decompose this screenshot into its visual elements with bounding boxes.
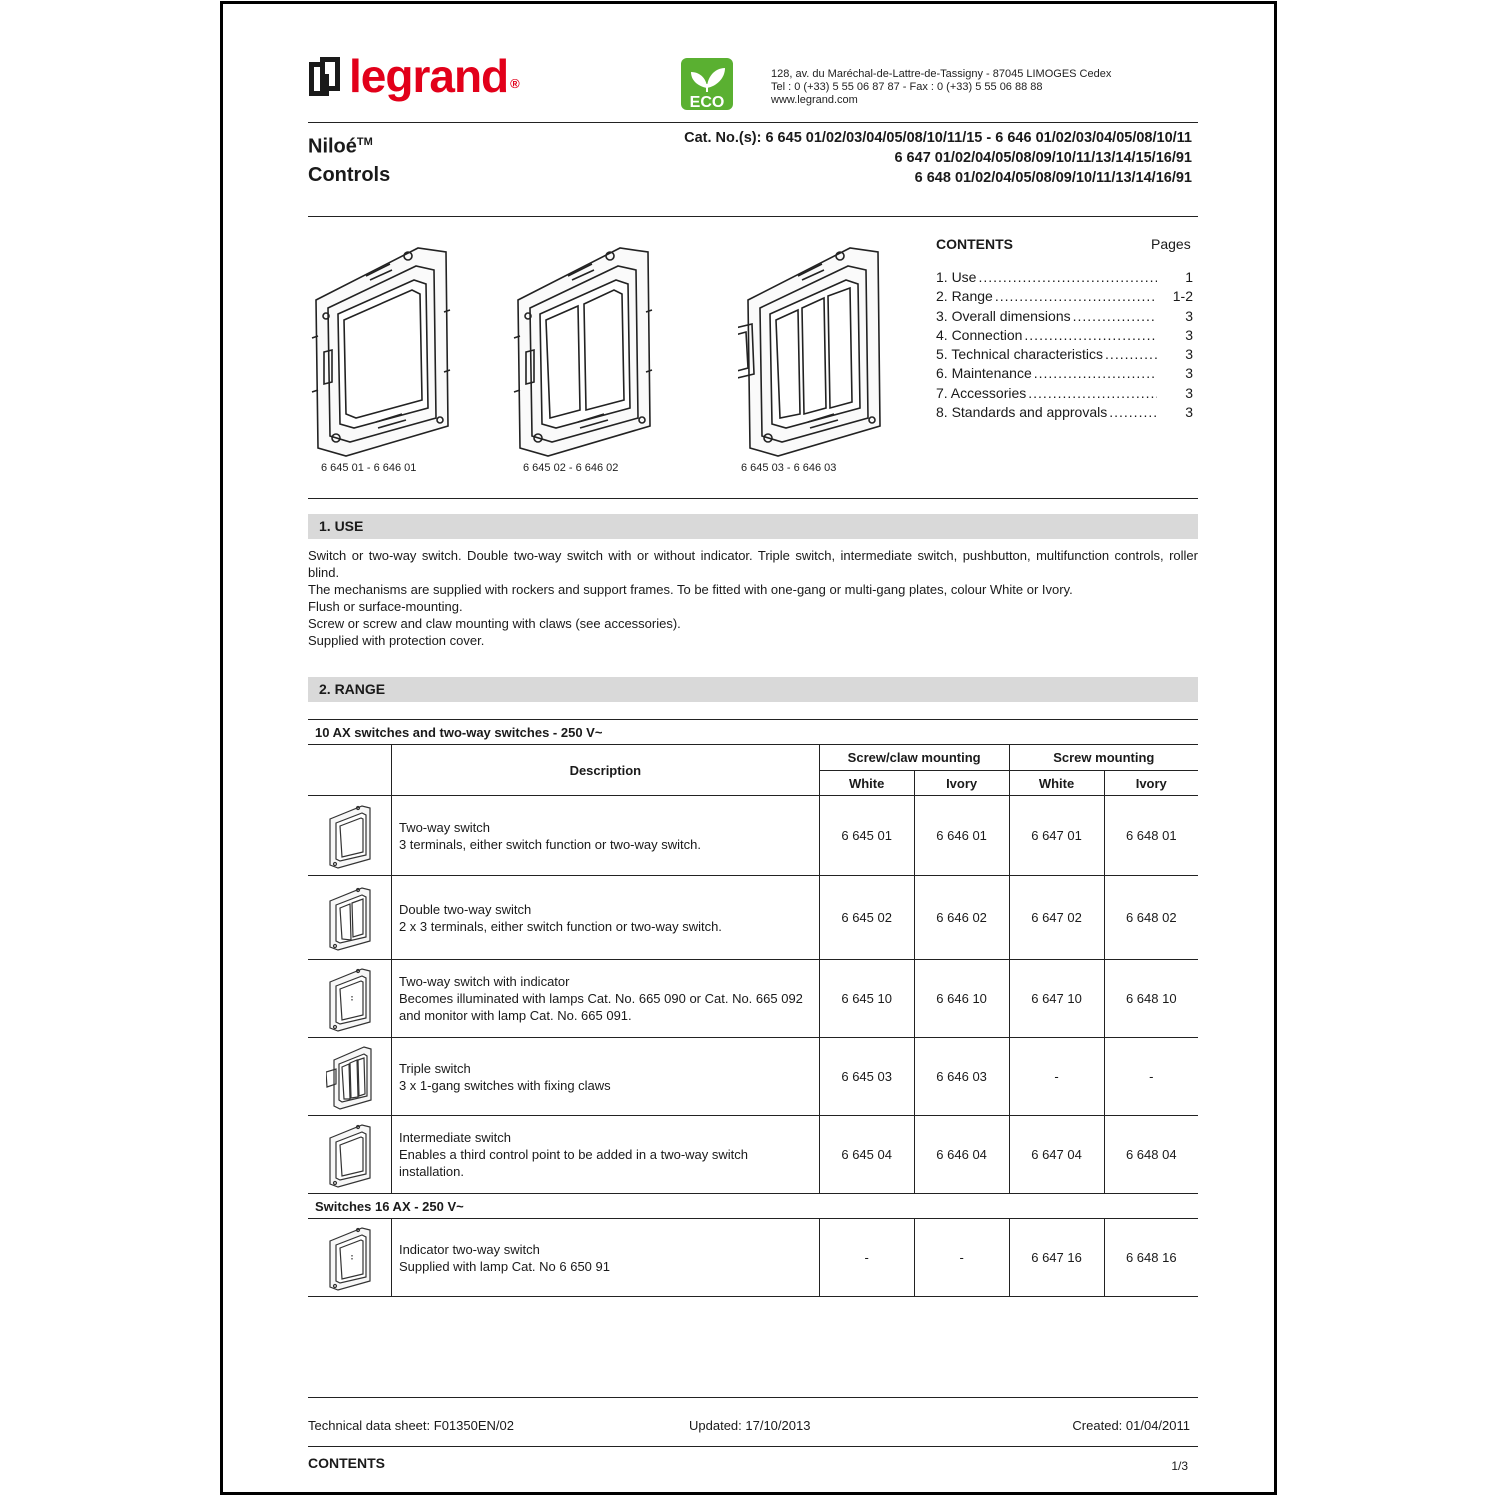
row-detail: 2 x 3 terminals, either switch function or two-way switch. [398,918,722,934]
divider [308,1397,1198,1398]
contents-list [936,268,1193,422]
contents-item[interactable]: 3. Overall dimensions ..... 3 [936,307,1193,326]
table-row [308,876,1198,960]
indicator-switch-icon [326,966,372,1032]
triple-switch-illustration [738,242,884,458]
row-detail: Enables a third control point to be added in a two-way switch installation. [398,1147,749,1179]
row-title: Two-way switch [398,819,490,835]
cell-screw-white: - [1009,1038,1104,1116]
row-detail: 3 terminals, either switch function or two-way switch. [398,836,701,852]
company-address [771,68,1111,107]
cell-screw-white: 6 647 04 [1009,1116,1104,1194]
product-title: Niloé™ Controls [308,128,390,189]
cell-screw-claw-ivory: 6 646 04 [914,1116,1009,1194]
table-row [308,1219,1198,1297]
use-line: Flush or surface-mounting. [308,599,463,614]
address-line: 128, av. du Maréchal-de-Lattre-de-Tassigny - 87045 LIMOGES Cedex [771,68,1112,80]
cell-screw-ivory: 6 648 16 [1104,1219,1198,1297]
section-heading-range: 2. RANGE [308,677,1198,702]
catalogue-numbers [684,128,1192,188]
contents-title: CONTENTS [936,236,1013,252]
divider [308,1446,1198,1447]
group-row: Switches 16 AX - 250 V~ [308,1194,1198,1219]
use-line: Screw or screw and claw mounting with claws (see accessories). [308,616,681,631]
footer-updated: Updated: 17/10/2013 [689,1418,811,1433]
indicator-switch-icon [326,1225,372,1291]
table-row [308,960,1198,1038]
range-table [308,719,1198,1297]
cell-screw-white: 6 647 10 [1009,960,1104,1038]
row-title: Indicator two-way switch [398,1241,540,1257]
row-title: Intermediate switch [398,1130,511,1145]
use-line: Switch or two-way switch. Double two-way switch with or without indicator. Triple switch, intermediate switch, pushbutton, multifunction controls, roller blind. [308,548,1198,580]
cell-screw-claw-ivory: 6 646 10 [914,960,1009,1038]
use-line: Supplied with protection cover. [308,633,485,648]
cell-screw-claw-white: 6 645 04 [819,1116,914,1194]
header-screw: Screw mounting [1009,745,1198,771]
phone-line: Tel : 0 (+33) 5 55 06 87 87 - Fax : 0 (+33) 5 55 06 88 88 [771,81,1043,93]
row-detail: Becomes illuminated with lamps Cat. No. 665 090 or Cat. No. 665 092 and monitor with lamp Cat. No. 665 091. [398,991,803,1023]
double-switch-icon [326,885,372,951]
use-line: The mechanisms are supplied with rockers and support frames. To be fitted with one-gang or multi-gang plates, colour White or Ivory. [308,582,1073,597]
footer-created: Created: 01/04/2011 [1072,1418,1190,1433]
eco-leaf-icon [681,58,733,110]
contents-item[interactable]: 6. Maintenance ..... 3 [936,364,1193,383]
single-switch-illustration [306,242,452,458]
contents-item[interactable]: 7. Accessories ..... 3 [936,384,1193,403]
contents-item[interactable]: 5. Technical characteristics ..... 3 [936,345,1193,364]
triple-switch-icon [326,1044,372,1110]
footer-contents-link[interactable]: CONTENTS [308,1455,385,1471]
datasheet-page [220,1,1277,1495]
divider [308,216,1198,217]
website-line: www.legrand.com [771,94,858,106]
row-title: Two-way switch with indicator [398,974,570,989]
divider [308,498,1198,499]
figure-caption: 6 645 03 - 6 646 03 [741,462,837,474]
row-title: Triple switch [398,1060,471,1076]
brand-logo-text: legrand ® [349,50,519,102]
figure-caption: 6 645 01 - 6 646 01 [321,462,417,474]
cell-screw-claw-ivory: - [914,1219,1009,1297]
eco-label: ECO [689,94,725,110]
cell-screw-claw-white: - [819,1219,914,1297]
table-row [308,796,1198,876]
page-number: 1/3 [1171,1459,1188,1473]
cat-line: 6 647 01/02/04/05/08/09/10/11/13/14/15/16/91 [894,150,1192,166]
cell-screw-claw-ivory: 6 646 02 [914,876,1009,960]
cell-screw-white: 6 647 01 [1009,796,1104,876]
table-row [308,1038,1198,1116]
table-row [308,1116,1198,1194]
cell-screw-ivory: 6 648 10 [1104,960,1198,1038]
cell-screw-white: 6 647 16 [1009,1219,1104,1297]
contents-item[interactable]: 8. Standards and approvals ..... 3 [936,403,1193,422]
contents-pages-header: Pages [1151,236,1191,252]
cell-screw-claw-white: 6 645 10 [819,960,914,1038]
group-row: 10 AX switches and two-way switches - 250 V~ [308,720,1198,745]
contents-item[interactable]: 4. Connection ..... 3 [936,326,1193,345]
two-way-switch-icon [326,803,372,869]
section-heading-use: 1. USE [308,514,1198,539]
double-switch-illustration [508,242,654,458]
cell-screw-claw-white: 6 645 02 [819,876,914,960]
header-description: Description [391,745,819,796]
cell-screw-ivory: - [1104,1038,1198,1116]
figure-caption: 6 645 02 - 6 646 02 [523,462,619,474]
divider [308,122,1198,123]
contents-item[interactable]: 1. Use ..... 1 [936,268,1193,287]
row-detail: 3 x 1-gang switches with fixing claws [398,1077,611,1093]
intermediate-switch-icon [326,1122,372,1188]
use-text [308,547,1198,649]
header-screw-claw: Screw/claw mounting [819,745,1009,771]
cell-screw-claw-ivory: 6 646 03 [914,1038,1009,1116]
cell-screw-white: 6 647 02 [1009,876,1104,960]
header-ivory: Ivory [1104,771,1198,796]
header-image [308,745,391,796]
header-ivory: Ivory [914,771,1009,796]
product-subtitle: Controls [308,163,391,186]
cell-screw-ivory: 6 648 02 [1104,876,1198,960]
cell-screw-ivory: 6 648 04 [1104,1116,1198,1194]
footer-sheet-ref: Technical data sheet: F01350EN/02 [308,1418,514,1433]
legrand-logo-icon [308,56,342,100]
header-white: White [1009,771,1104,796]
header-white: White [819,771,914,796]
cat-line: Cat. No.(s): 6 645 01/02/03/04/05/08/10/11/15 - 6 646 01/02/03/04/05/08/10/11 [684,130,1192,146]
cell-screw-ivory: 6 648 01 [1104,796,1198,876]
cat-line: 6 648 01/02/04/05/08/09/10/11/13/14/16/91 [914,170,1192,186]
row-detail: Supplied with lamp Cat. No 6 650 91 [398,1258,610,1274]
contents-item[interactable]: 2. Range ..... 1-2 [936,287,1193,306]
cell-screw-claw-white: 6 645 03 [819,1038,914,1116]
cell-screw-claw-ivory: 6 646 01 [914,796,1009,876]
row-title: Double two-way switch [398,901,532,917]
cell-screw-claw-white: 6 645 01 [819,796,914,876]
